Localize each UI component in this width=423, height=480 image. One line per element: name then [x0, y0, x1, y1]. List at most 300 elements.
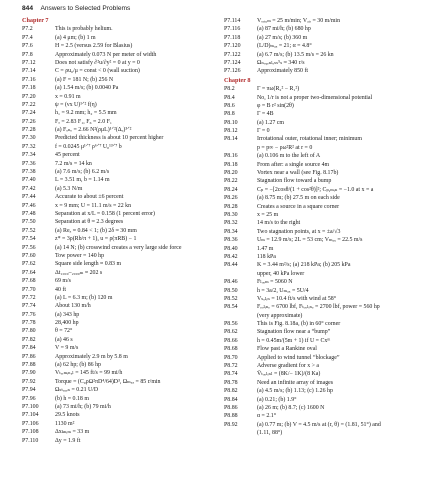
answer-text: Adverse gradient for x > a — [257, 363, 320, 370]
problem-number: P7.2 — [22, 26, 33, 33]
problem-number: P7.120 — [224, 43, 241, 50]
answer-entry — [224, 421, 420, 429]
answer-text: x = 9 mm; U = 11.1 m/s = 22 kn — [55, 202, 132, 209]
answer-entry — [224, 362, 420, 370]
problem-number: P8.52 — [224, 295, 238, 302]
answer-entry — [22, 277, 218, 285]
answer-entry — [22, 176, 218, 184]
answer-text: (a) 8.75 m; (b) 27.5 m on each side — [257, 195, 340, 202]
answer-text: This is Fig. 8.18a, (b) in 60° corner — [257, 321, 341, 328]
running-title: Answers to Selected Problems — [40, 5, 131, 12]
answer-entry — [224, 287, 420, 295]
problem-number: P8.84 — [224, 396, 238, 403]
answer-entry — [224, 412, 420, 420]
problem-number: P7.12 — [22, 59, 36, 66]
answer-text: (a) 0.106 m to the left of A — [257, 153, 321, 160]
answer-text: h = 0.45m/(5m + 1) if U = Cxᵐ — [257, 337, 331, 344]
answer-entry — [224, 278, 420, 286]
answer-entry — [22, 378, 218, 386]
answer-text: x = 0.91 m — [55, 93, 81, 100]
problem-number: P8.54 — [224, 304, 238, 311]
answer-text: (b) h = 0.18 m — [55, 395, 89, 402]
problem-number: P7.64 — [22, 269, 36, 276]
problem-number: P7.16 — [22, 76, 36, 83]
answer-text: Approximately 850 ft — [257, 68, 309, 75]
problem-number — [224, 144, 257, 152]
problem-number: P7.54 — [22, 236, 36, 243]
answer-text: (a) 1.27 cm — [257, 119, 284, 126]
answer-text: 29.5 knots — [55, 412, 80, 419]
problem-number: P7.90 — [22, 370, 36, 377]
answer-text: Accurate to about ±6 percent — [55, 194, 124, 201]
answer-text: From after: a single source 4m — [257, 161, 330, 168]
problem-number: P7.96 — [22, 395, 36, 402]
answer-entry — [22, 76, 218, 84]
answer-entry — [224, 295, 420, 303]
answer-text: Does not satisfy ∂²u/∂y² = 0 at y = 0 — [55, 59, 140, 66]
answer-text: (a) 7.6 m/s; (b) 6.2 m/s — [55, 169, 110, 176]
problem-number: P7.62 — [22, 261, 36, 268]
answer-text: Fₗₒₒₘ = 5060 N — [257, 279, 293, 286]
problem-number: P8.18 — [224, 161, 238, 168]
problem-number: P7.80 — [22, 328, 36, 335]
answer-text: Vortex near a wall (see Fig. 8.17b) — [257, 170, 339, 177]
answer-entry — [22, 235, 218, 243]
problem-number: P7.72 — [22, 294, 36, 301]
answer-entry — [224, 25, 420, 33]
answer-text: Stagnation flow toward a bump — [257, 178, 332, 185]
answer-entry — [224, 127, 420, 135]
answer-text: h = 3a/2, Uₘₐₓ = 5U/4 — [257, 287, 309, 294]
problem-number: P7.22 — [22, 101, 36, 108]
problem-number: P7.50 — [22, 219, 36, 226]
problem-number: P8.50 — [224, 287, 238, 294]
answer-entry — [224, 379, 420, 387]
answer-entry — [22, 369, 218, 377]
problem-number: P7.56 — [22, 244, 36, 251]
problem-number: P7.38 — [22, 169, 36, 176]
answer-text: Δt₁₀₀₀–₂₀₀₀ₘ ≈ 202 s — [55, 269, 103, 276]
problem-number: P7.28 — [22, 127, 36, 134]
answer-list — [22, 25, 218, 445]
answer-text: Irrotational outer, rotational inner; minimum — [257, 136, 362, 143]
right-column — [224, 17, 420, 438]
answer-text: Predicted thickness is about 10 percent higher — [55, 135, 164, 142]
answer-entry — [224, 328, 420, 336]
problem-number: P8.32 — [224, 220, 238, 227]
answer-entry — [22, 93, 218, 101]
problem-number: P7.92 — [22, 378, 36, 385]
problem-number — [224, 429, 257, 437]
answer-text: (a) Fₒₙₑ = 2.66 N²(ρμL)¹ᐟ²(Δᵤ)³ᐟ² — [55, 127, 132, 134]
answer-text: 45 percent — [55, 152, 80, 159]
problem-number: P8.70 — [224, 354, 238, 361]
answer-entry — [224, 303, 420, 311]
answer-entry — [224, 67, 420, 75]
problem-number: P7.60 — [22, 252, 36, 259]
problem-number: P7.4 — [22, 34, 33, 41]
problem-number: P7.18 — [22, 85, 36, 92]
answer-text: θ = 72° — [55, 328, 73, 335]
problem-number: P7.14 — [22, 68, 36, 75]
answer-text: p = p∞ − ρω²R² at r = 0 — [257, 144, 313, 151]
answer-entry — [224, 51, 420, 59]
answer-entry — [224, 354, 420, 362]
answer-entry — [22, 327, 218, 335]
problem-number — [224, 312, 257, 320]
answer-text: Tow power = 140 hp — [55, 252, 105, 259]
answer-text: (a) 4 μm; (b) 1 m — [55, 34, 96, 41]
problem-number: P8.6 — [224, 102, 235, 109]
problem-number: P8.46 — [224, 279, 238, 286]
answer-entry — [224, 135, 420, 143]
answer-entry — [224, 152, 420, 160]
answer-entry — [22, 84, 218, 92]
answer-entry — [22, 302, 218, 310]
answer-entry — [224, 320, 420, 328]
answer-text: Cₚ = −[2cosθ/(1 + cos²θ)]²; Cₚ,ₘᵢₙ = −1.0 at x = a — [257, 186, 374, 193]
answer-text: (a) 27 m/s; (b) 360 m — [257, 34, 308, 41]
answer-text: 1130 m² — [55, 420, 75, 427]
answer-text: h₁ = 9.2 mm; h₂ = 5.5 mm — [55, 110, 117, 117]
answer-entry — [224, 211, 420, 219]
answer-text: Applied to wind tunnel “blockage” — [257, 354, 340, 361]
problem-number: P7.68 — [22, 278, 36, 285]
answer-text: (a) 0.21; (b) 1.9° — [257, 396, 297, 403]
answer-entry — [22, 42, 218, 50]
answer-entry — [224, 161, 420, 169]
answer-text: Need an infinite array of images — [257, 379, 334, 386]
problem-number: P7.8 — [22, 51, 33, 58]
answer-entry — [224, 144, 420, 152]
answer-text: Vₜₑᵣₘᵢₙₐₗ = 145 ft/s = 99 mi/h — [55, 370, 123, 377]
problem-number: P8.42 — [224, 253, 238, 260]
answer-entry — [224, 203, 420, 211]
answer-entry — [224, 169, 420, 177]
answer-text: Torque = (C₀ρΩ²πD⁴/64)D³, Ωₘₐₓ = 85 r/min — [55, 378, 161, 385]
problem-number: P8.86 — [224, 404, 238, 411]
answer-text: V = 9 m/s — [55, 345, 79, 352]
answer-entry — [22, 260, 218, 268]
problem-number: P7.6 — [22, 43, 33, 50]
problem-number: P7.108 — [22, 429, 39, 436]
answer-entry — [22, 294, 218, 302]
answer-entry — [22, 210, 218, 218]
answer-entry — [22, 126, 218, 134]
answer-text: Two stagnation points, at x = ±a/√3 — [257, 228, 341, 235]
answer-text: (1.11, 88°) — [257, 430, 283, 437]
problem-number: P7.32 — [22, 143, 36, 150]
problem-number: P7.48 — [22, 210, 36, 217]
problem-number: P8.14 — [224, 136, 238, 143]
answer-text: f = 0.0245 μ¹ᐟ⁷ ρ⁶ᐟ⁷ U₀¹³ᐟ⁷ b — [55, 143, 122, 150]
answer-entry — [22, 168, 218, 176]
problem-number: P7.70 — [22, 286, 36, 293]
answer-entry — [224, 270, 420, 278]
problem-number: P8.56 — [224, 321, 238, 328]
problem-number: P8.62 — [224, 329, 238, 336]
problem-number: P7.74 — [22, 303, 36, 310]
problem-number: P7.20 — [22, 93, 36, 100]
problem-number: P7.40 — [22, 177, 36, 184]
problem-number: P8.88 — [224, 413, 238, 420]
answer-text: C = ρu₀/μ = const < 0 (wall suction) — [55, 68, 140, 75]
answer-entry — [224, 337, 420, 345]
problem-number: P7.110 — [22, 437, 39, 444]
answer-entry — [22, 227, 218, 235]
chapter-title: Chapter 7 — [22, 17, 49, 24]
answer-text: No, 1/r is not a proper two-dimensional potential — [257, 94, 373, 101]
answer-entry — [224, 228, 420, 236]
answer-text: (a) 73 mi/h; (b) 79 mi/h — [55, 403, 111, 410]
problem-number: P7.76 — [22, 311, 36, 318]
problem-number: P8.16 — [224, 153, 238, 160]
answer-list — [224, 17, 420, 76]
answer-text: Γ = πω(R₂² − R₁²) — [257, 86, 300, 93]
answer-entry — [22, 67, 218, 75]
answer-entry — [22, 403, 218, 411]
problem-number: P7.78 — [22, 320, 36, 327]
answer-text: (a) Reₓ ≈ 0.84 < 1; (b) 2δ ≈ 30 mm — [55, 227, 137, 234]
left-column — [22, 17, 218, 445]
answer-entry — [224, 245, 420, 253]
problem-number: P8.10 — [224, 119, 238, 126]
answer-entry — [224, 312, 420, 320]
answer-entry — [22, 244, 218, 252]
answer-entry — [224, 236, 420, 244]
answer-entry — [22, 269, 218, 277]
answer-entry — [22, 193, 218, 201]
answer-text: 118 kPa — [257, 253, 276, 260]
problem-number: P8.20 — [224, 170, 238, 177]
answer-entry — [22, 353, 218, 361]
answer-text: (a) 5.3 N/m — [55, 185, 83, 192]
answer-entry — [22, 386, 218, 394]
page-number: 844 — [22, 5, 34, 12]
answer-text: K = 3.44 m²/s; (a) 218 kPa; (b) 205 kPa — [257, 262, 351, 269]
answer-entry — [22, 311, 218, 319]
problem-number: P8.74 — [224, 371, 238, 378]
problem-number: P8.36 — [224, 237, 238, 244]
answer-text: 40 ft — [55, 286, 66, 293]
answer-entry — [22, 218, 218, 226]
answer-entry — [22, 25, 218, 33]
answer-entry — [22, 109, 218, 117]
answer-text: Fₑₒₗᵢₙₑ = 6700 lbf, Fₜₒₒₗᵢₙₑ = 2700 lbf, power = 560 hp — [257, 304, 380, 311]
problem-number: P8.66 — [224, 337, 238, 344]
chapter-title: Chapter 8 — [224, 76, 251, 84]
problem-number: P7.30 — [22, 135, 36, 142]
problem-number: P8.72 — [224, 363, 238, 370]
problem-number: P8.40 — [224, 245, 238, 252]
answer-text: upper, 40 kPa lower — [257, 270, 305, 277]
answer-text: 1.47 m — [257, 245, 274, 252]
answer-entry — [224, 186, 420, 194]
answer-entry — [22, 59, 218, 67]
answer-entry — [22, 344, 218, 352]
problem-number: P7.82 — [22, 336, 36, 343]
problem-number: P8.34 — [224, 228, 238, 235]
page-header — [22, 5, 130, 12]
answer-text: V̄ₜₒₒₗᵢₙₗ = (8K/− 1K)/(8 Ka) — [257, 371, 321, 378]
answer-entry — [22, 411, 218, 419]
answer-text: Approximately 0.073 N per meter of width — [55, 51, 157, 58]
answer-text: (a) 87 mi/h; (b) 680 hp — [257, 26, 311, 33]
answer-text: (a) 343 hp — [55, 311, 80, 318]
problem-number: P8.12 — [224, 128, 238, 135]
answer-text: L = 3.51 m, b = 1.14 m — [55, 177, 110, 184]
problem-number: P8.82 — [224, 388, 238, 395]
answer-text: (a) 62 hp; (b) 86 hp — [55, 362, 101, 369]
answer-entry — [22, 437, 218, 445]
problem-number: P7.86 — [22, 353, 36, 360]
answer-text: ψ = (νx U)¹ᐟ² f(η) — [55, 101, 97, 108]
problem-number: P8.24 — [224, 186, 238, 193]
answer-entry — [224, 219, 420, 227]
answer-text: Ωₛₜₑₐₑₙ = 0.21 U/D — [55, 387, 99, 394]
answer-text: (a) 0.77 m; (b) V = 4.5 m/s at (r, θ) = (1.81, 51°) and — [257, 421, 381, 428]
problem-number: P7.114 — [224, 18, 241, 24]
answer-entry — [22, 51, 218, 59]
answer-entry — [224, 345, 420, 353]
answer-entry — [224, 261, 420, 269]
answer-text: x = 25 m — [257, 211, 279, 218]
answer-entry — [22, 319, 218, 327]
problem-number: P7.116 — [224, 26, 241, 33]
answer-text: Separation at θ ≈ 2.3 degrees — [55, 219, 124, 226]
problem-number: P7.52 — [22, 227, 36, 234]
answer-text: About 130 m/h — [55, 303, 91, 310]
problem-number: P7.118 — [224, 34, 241, 41]
answer-entry — [224, 17, 420, 25]
problem-number: P8.8 — [224, 111, 235, 118]
answer-text: (a) 6.7 m/s; (b) 13.5 m/s = 26 kn — [257, 51, 334, 58]
answer-text: Γ = 4B — [257, 111, 274, 118]
problem-number: P7.46 — [22, 202, 36, 209]
answer-entry — [224, 404, 420, 412]
answer-text: Γ = 0 — [257, 128, 270, 135]
answer-text: (a) 14 N; (b) crosswind creates a very large side force — [55, 244, 182, 251]
answer-entry — [224, 42, 420, 50]
answer-text: Approximately 2.9 m by 5.8 m — [55, 353, 128, 360]
answer-entry — [22, 101, 218, 109]
answer-entry — [22, 202, 218, 210]
answer-entry — [22, 34, 218, 42]
problem-number: P8.26 — [224, 195, 238, 202]
problem-number: P7.100 — [22, 403, 39, 410]
problem-number: P8.44 — [224, 262, 238, 269]
answer-text: z* = 3ρ(Rb/π + 1), u = ρ(πRB) − 1 — [55, 236, 137, 243]
problem-number: P8.22 — [224, 178, 238, 185]
answer-text: Uₘ = 12.9 m/s; 2L = 53 cm; Vₘₐₓ = 22.5 m/s — [257, 237, 363, 244]
answer-entry — [224, 110, 420, 118]
problem-number: P7.36 — [22, 160, 36, 167]
problem-number: P7.44 — [22, 194, 36, 201]
answer-entry — [22, 185, 218, 193]
problem-number: P7.26 — [22, 118, 36, 125]
answer-text: Vₒᵣᵢᵤₘ = 25 m/min; Vₐᵢᵣ = 30 m/min — [257, 18, 341, 24]
answer-text: Δy = 1.9 ft — [55, 437, 81, 444]
answer-text: (a) 46 s — [55, 336, 73, 343]
answer-text: Ωₙₒᵧₑₙₗₑₛₛ⁵ₛ ≈ 340 r/s — [257, 59, 305, 66]
answer-text: Δxₖₙᵢₘ = 33 m — [55, 429, 90, 436]
answer-text: Stagnation flow near a “bump” — [257, 329, 331, 336]
answer-entry — [224, 94, 420, 102]
problem-number: P8.2 — [224, 86, 235, 93]
answer-text: (a) 1.54 m/s; (b) 0.0040 Pa — [55, 85, 119, 92]
answer-text: Creates a source in a square corner — [257, 203, 340, 210]
answer-entry — [224, 253, 420, 261]
answer-entry — [224, 59, 420, 67]
answer-text: φ = B r² sin(2θ) — [257, 102, 294, 109]
answer-entry — [22, 151, 218, 159]
answer-text: (a) L = 6.3 m; (b) 120 m — [55, 294, 113, 301]
problem-number: P8.78 — [224, 379, 238, 386]
answer-text: 28,400 hp — [55, 320, 79, 327]
problem-number — [224, 270, 257, 278]
answer-entry — [22, 286, 218, 294]
answer-entry — [22, 428, 218, 436]
answer-entry — [224, 370, 420, 378]
answer-entry — [224, 194, 420, 202]
answer-entry — [22, 160, 218, 168]
problem-number: P8.92 — [224, 421, 238, 428]
answer-entry — [22, 134, 218, 142]
problem-number: P7.94 — [22, 387, 36, 394]
problem-number: P7.106 — [22, 420, 39, 427]
problem-number: P7.42 — [22, 185, 36, 192]
problem-number: P7.126 — [224, 68, 241, 75]
problem-number: P7.88 — [22, 362, 36, 369]
problem-number: P7.122 — [224, 51, 241, 58]
answer-text: Square side length ≈ 0.83 m — [55, 261, 122, 268]
answer-entry — [224, 396, 420, 404]
answer-entry — [224, 429, 420, 437]
answer-entry — [22, 143, 218, 151]
problem-number: P8.4 — [224, 94, 235, 101]
problem-number: P7.124 — [224, 59, 241, 66]
answer-text: Separation at x/L = 0.158 (1 percent error) — [55, 210, 155, 217]
answer-text: Vₛₒₗᵢₙ = 10.4 ft/s with wind at 58° — [257, 295, 337, 302]
answer-entry — [22, 361, 218, 369]
answer-entry — [22, 336, 218, 344]
problem-number: P7.24 — [22, 110, 36, 117]
answer-text: 69 m/s — [55, 278, 71, 285]
problem-number: P8.30 — [224, 211, 238, 218]
problem-number: P8.68 — [224, 346, 238, 353]
answer-text: (very approximate) — [257, 312, 303, 319]
answer-entry — [224, 119, 420, 127]
answer-entry — [224, 85, 420, 93]
answer-text: (a) F = 181 N; (b) 256 N — [55, 76, 114, 83]
answer-entry — [224, 387, 420, 395]
answer-entry — [22, 395, 218, 403]
answer-text: H = 2.5 (versus 2.59 for Blasius) — [55, 43, 133, 50]
answer-text: (a) 4.5 m/s; (b) 1.13; (c) 1.26 hp — [257, 388, 333, 395]
answer-text: Flow past a Rankine oval — [257, 346, 317, 353]
answer-entry — [224, 102, 420, 110]
problem-number: P8.28 — [224, 203, 238, 210]
answer-entry — [22, 118, 218, 126]
answer-entry — [22, 252, 218, 260]
answer-text: This is probably helium. — [55, 26, 113, 33]
answer-text: 7.2 m/s = 14 kn — [55, 160, 92, 167]
answer-text: 14 m/s to the right — [257, 220, 301, 227]
answer-text: α = 2.1° — [257, 413, 277, 420]
answer-entry — [224, 34, 420, 42]
answer-text: (a) 26 m; (b) 8.7; (c) 1600 N — [257, 404, 325, 411]
answer-entry — [224, 177, 420, 185]
